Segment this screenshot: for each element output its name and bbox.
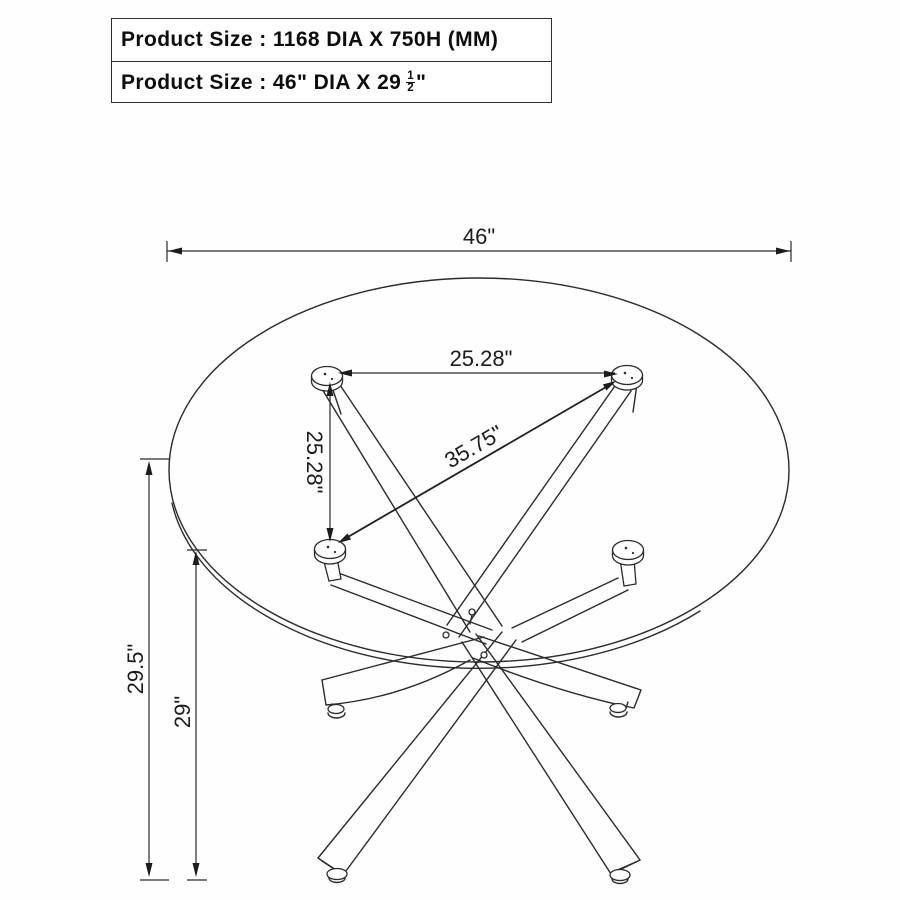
rear-left-foot — [327, 869, 347, 880]
mounting-pads — [312, 366, 644, 587]
dim-diameter — [167, 224, 791, 262]
dim-pad-spacing-vertical — [302, 382, 334, 542]
dim-overall-height-label: 29.5" — [123, 643, 148, 695]
pad-bottom-right — [613, 541, 644, 566]
arrowhead — [776, 248, 790, 255]
arrowhead — [146, 461, 153, 475]
leg-tubes-upper — [322, 383, 631, 644]
fraction-one-half: $\frac{1}{2}$ — [407, 69, 415, 94]
arrowhead — [146, 863, 153, 877]
front-left-leg — [322, 637, 484, 705]
product-size-inch-text: Product Size : 46" DIA X 29 — [121, 70, 402, 94]
front-left-foot — [328, 705, 344, 714]
center-hub-bolts — [443, 609, 487, 658]
glass-table-top — [169, 278, 789, 668]
dim-diagonal-label: 35.75" — [440, 420, 508, 474]
dim-pad-spacing-horizontal — [338, 346, 618, 378]
dim-underside-height-label: 29" — [170, 695, 195, 729]
pad-top-right — [612, 366, 643, 391]
inch-mark: " — [416, 70, 427, 94]
arrowhead — [168, 248, 182, 255]
pad-top-left — [312, 367, 343, 392]
dim-pad-spacing-diagonal — [338, 381, 616, 543]
front-right-foot — [610, 704, 626, 713]
arrowhead — [193, 863, 200, 877]
foot-glides — [327, 704, 630, 884]
dim-diameter-label: 46" — [462, 224, 496, 249]
dim-overall-height — [123, 459, 169, 880]
arrowhead — [338, 533, 351, 543]
dim-pad-h-label: 25.28" — [449, 346, 513, 371]
pad-bottom-left — [315, 540, 346, 565]
product-size-mm-text: Product Size : 1168 DIA X 750H (MM) — [121, 28, 499, 51]
table-top-ellipse — [169, 278, 789, 662]
dim-underside-height — [170, 550, 207, 880]
rear-right-foot — [610, 870, 630, 881]
dim-pad-v-label: 25.28" — [302, 430, 327, 494]
